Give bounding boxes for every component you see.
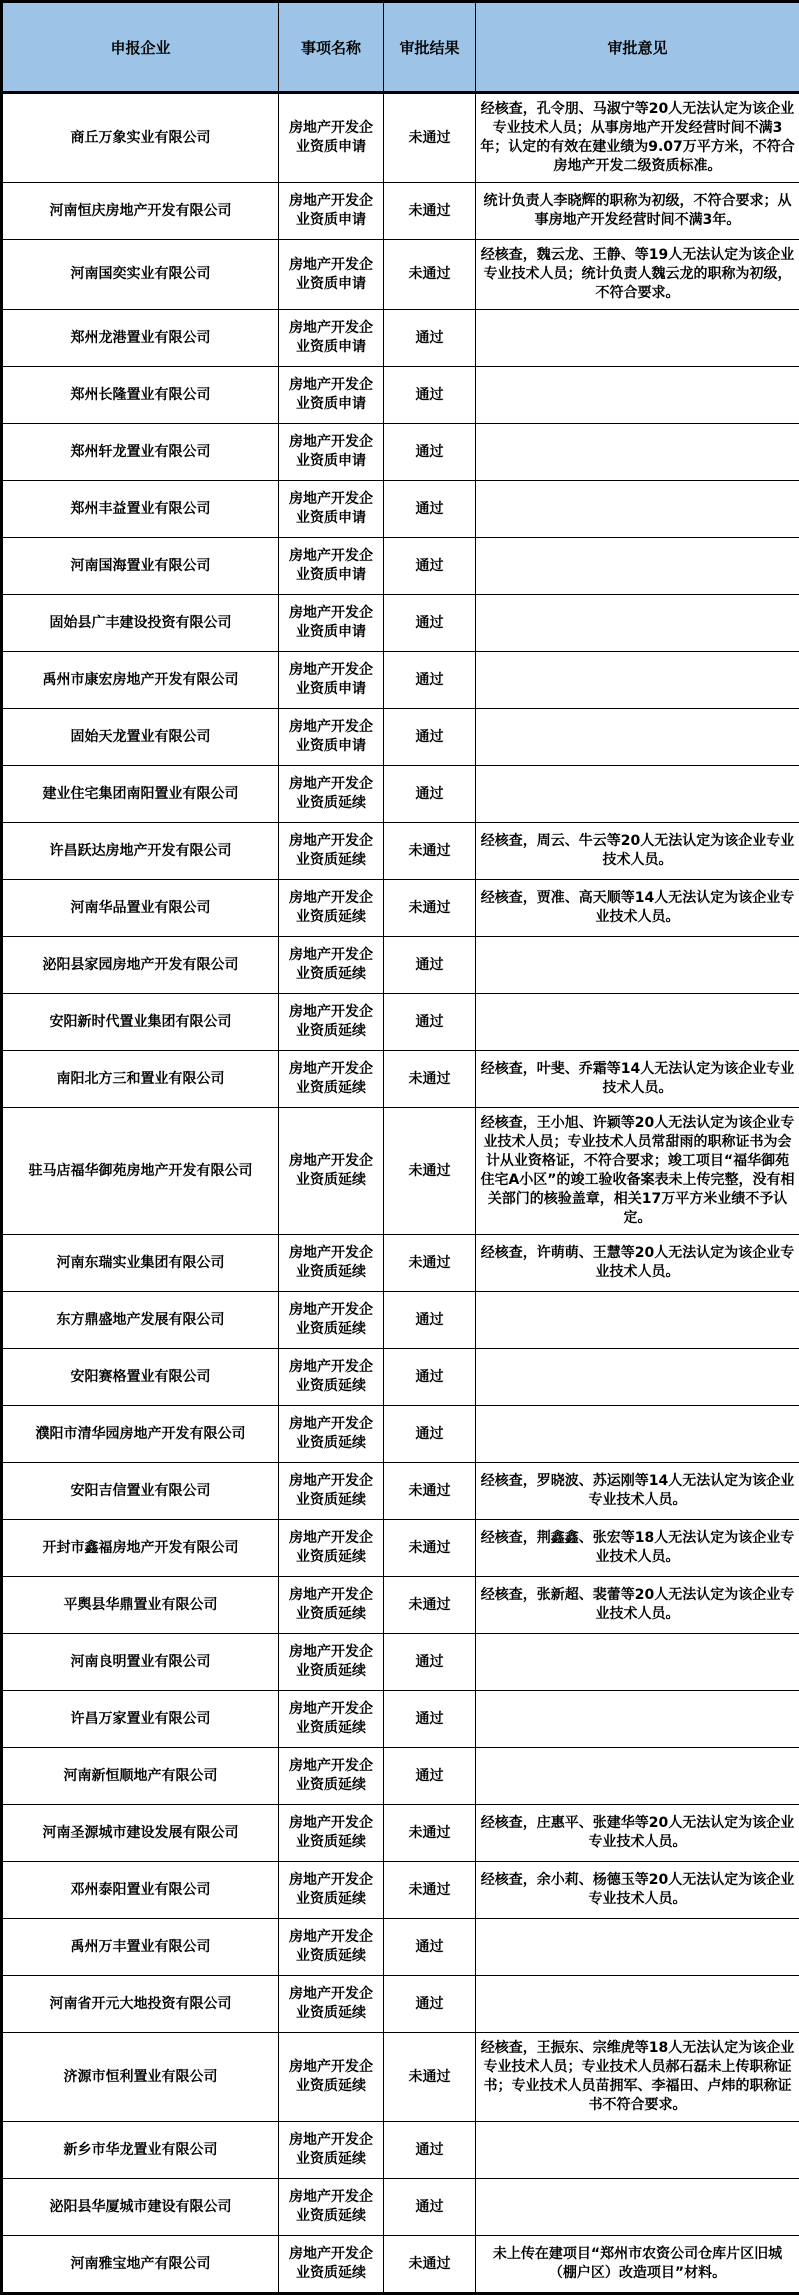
result-cell: 通过: [384, 1691, 476, 1748]
item-cell: 房地产开发企业资质延续: [279, 1108, 384, 1235]
table-row: [2, 1862, 799, 1919]
result-cell: 未通过: [384, 240, 476, 310]
item-cell: 房地产开发企业资质延续: [279, 1805, 384, 1862]
result-cell: 通过: [384, 367, 476, 424]
item-cell: 房地产开发企业资质延续: [279, 1634, 384, 1691]
opinion-cell: [476, 424, 799, 481]
item-cell: 房地产开发企业资质延续: [279, 1235, 384, 1292]
opinion-cell: [476, 481, 799, 538]
company-cell: 许昌万家置业有限公司: [2, 1691, 279, 1748]
company-cell: 南阳北方三和置业有限公司: [2, 1051, 279, 1108]
result-cell: 通过: [384, 595, 476, 652]
result-cell: 通过: [384, 1748, 476, 1805]
result-cell: 未通过: [384, 183, 476, 240]
table-row: [2, 1748, 799, 1805]
company-cell: 河南东瑞实业集团有限公司: [2, 1235, 279, 1292]
item-cell: 房地产开发企业资质延续: [279, 1463, 384, 1520]
item-cell: 房地产开发企业资质延续: [279, 880, 384, 937]
result-cell: 未通过: [384, 1463, 476, 1520]
company-cell: 河南恒庆房地产开发有限公司: [2, 183, 279, 240]
result-cell: 通过: [384, 937, 476, 994]
opinion-cell: [476, 538, 799, 595]
opinion-cell: 未上传在建项目“郑州市农资公司仓库片区旧城（棚户区）改造项目”材料。: [476, 2236, 799, 2294]
company-cell: 安阳新时代置业集团有限公司: [2, 994, 279, 1051]
table-row: [2, 538, 799, 595]
opinion-cell: [476, 595, 799, 652]
opinion-cell: [476, 1976, 799, 2033]
table-row: [2, 1108, 799, 1235]
result-cell: 通过: [384, 481, 476, 538]
opinion-cell: [476, 652, 799, 709]
opinion-cell: 经核查，叶斐、乔霜等14人无法认定为该企业专业技术人员。: [476, 1051, 799, 1108]
company-cell: 平舆县华鼎置业有限公司: [2, 1577, 279, 1634]
opinion-cell: [476, 1292, 799, 1349]
result-cell: 通过: [384, 424, 476, 481]
result-cell: 通过: [384, 652, 476, 709]
item-cell: 房地产开发企业资质延续: [279, 937, 384, 994]
result-cell: 未通过: [384, 2033, 476, 2122]
item-cell: 房地产开发企业资质延续: [279, 1577, 384, 1634]
result-cell: 通过: [384, 1349, 476, 1406]
table-row: [2, 1292, 799, 1349]
col-header-item: 事项名称: [279, 2, 384, 93]
item-cell: 房地产开发企业资质延续: [279, 2033, 384, 2122]
company-cell: 河南华品置业有限公司: [2, 880, 279, 937]
company-cell: 河南省开元大地投资有限公司: [2, 1976, 279, 2033]
table-row: [2, 1406, 799, 1463]
company-cell: 郑州龙港置业有限公司: [2, 310, 279, 367]
table-row: [2, 1051, 799, 1108]
item-cell: 房地产开发企业资质延续: [279, 1051, 384, 1108]
table-row: [2, 766, 799, 823]
company-cell: 邓州泰阳置业有限公司: [2, 1862, 279, 1919]
opinion-cell: 经核查，许萌萌、王慧等20人无法认定为该企业专业技术人员。: [476, 1235, 799, 1292]
result-cell: 未通过: [384, 1108, 476, 1235]
item-cell: 房地产开发企业资质延续: [279, 1292, 384, 1349]
item-cell: 房地产开发企业资质延续: [279, 1691, 384, 1748]
company-cell: 固始县广丰建设投资有限公司: [2, 595, 279, 652]
opinion-cell: 经核查，王小旭、许颖等20人无法认定为该企业专业技术人员；专业技术人员常甜雨的职称证书为会计从业资格证，不符合要求；竣工项目“福华御苑住宅A小区”的竣工验收备案表未上传完整，没有相关部门的核验盖章，相关17万平方米业绩不予认定。: [476, 1108, 799, 1235]
table-row: [2, 709, 799, 766]
company-cell: 驻马店福华御苑房地产开发有限公司: [2, 1108, 279, 1235]
table-row: [2, 1349, 799, 1406]
item-cell: 房地产开发企业资质申请: [279, 367, 384, 424]
table-row: [2, 1463, 799, 1520]
company-cell: 建业住宅集团南阳置业有限公司: [2, 766, 279, 823]
company-cell: 河南新恒顺地产有限公司: [2, 1748, 279, 1805]
company-cell: 郑州丰益置业有限公司: [2, 481, 279, 538]
result-cell: 通过: [384, 766, 476, 823]
company-cell: 濮阳市清华园房地产开发有限公司: [2, 1406, 279, 1463]
table-row: [2, 2236, 799, 2294]
company-cell: 泌阳县家园房地产开发有限公司: [2, 937, 279, 994]
table-row: [2, 1235, 799, 1292]
table-row: [2, 1520, 799, 1577]
item-cell: 房地产开发企业资质延续: [279, 1919, 384, 1976]
company-cell: 东方鼎盛地产发展有限公司: [2, 1292, 279, 1349]
opinion-cell: [476, 1919, 799, 1976]
item-cell: 房地产开发企业资质申请: [279, 709, 384, 766]
opinion-cell: 经核查，孔令朋、马淑宁等20人无法认定为该企业专业技术人员；从事房地产开发经营时间不满3年；认定的有效在建业绩为9.07万平方米，不符合房地产开发二级资质标准。: [476, 93, 799, 183]
table-row: [2, 652, 799, 709]
opinion-cell: [476, 367, 799, 424]
company-cell: 安阳赛格置业有限公司: [2, 1349, 279, 1406]
company-cell: 郑州轩龙置业有限公司: [2, 424, 279, 481]
table-body: [2, 93, 799, 2294]
item-cell: 房地产开发企业资质延续: [279, 994, 384, 1051]
table-row: [2, 481, 799, 538]
company-cell: 禹州万丰置业有限公司: [2, 1919, 279, 1976]
opinion-cell: [476, 1406, 799, 1463]
item-cell: 房地产开发企业资质延续: [279, 1349, 384, 1406]
opinion-cell: 经核查，庄惠平、张建华等20人无法认定为该企业专业技术人员。: [476, 1805, 799, 1862]
table-row: [2, 2033, 799, 2122]
result-cell: 未通过: [384, 1862, 476, 1919]
table-row: [2, 2179, 799, 2236]
table-row: [2, 880, 799, 937]
table-row: [2, 183, 799, 240]
result-cell: 通过: [384, 1634, 476, 1691]
company-cell: 泌阳县华厦城市建设有限公司: [2, 2179, 279, 2236]
item-cell: 房地产开发企业资质申请: [279, 538, 384, 595]
table-row: [2, 937, 799, 994]
item-cell: 房地产开发企业资质延续: [279, 1976, 384, 2033]
company-cell: 商丘万象实业有限公司: [2, 93, 279, 183]
table-header-row: [2, 2, 799, 93]
result-cell: 未通过: [384, 880, 476, 937]
item-cell: 房地产开发企业资质申请: [279, 93, 384, 183]
company-cell: 许昌跃达房地产开发有限公司: [2, 823, 279, 880]
item-cell: 房地产开发企业资质延续: [279, 2122, 384, 2179]
company-cell: 安阳吉信置业有限公司: [2, 1463, 279, 1520]
result-cell: 通过: [384, 2122, 476, 2179]
col-header-result: 审批结果: [384, 2, 476, 93]
opinion-cell: 经核查，王振东、宗维虎等18人无法认定为该企业专业技术人员；专业技术人员郝石磊未上传职称证书；专业技术人员苗拥军、李福田、卢炜的职称证书不符合要求。: [476, 2033, 799, 2122]
result-cell: 通过: [384, 1406, 476, 1463]
table-row: [2, 2122, 799, 2179]
item-cell: 房地产开发企业资质申请: [279, 481, 384, 538]
opinion-cell: 经核查，周云、牛云等20人无法认定为该企业专业技术人员。: [476, 823, 799, 880]
opinion-cell: [476, 1349, 799, 1406]
col-header-opinion: 审批意见: [476, 2, 799, 93]
item-cell: 房地产开发企业资质延续: [279, 1748, 384, 1805]
item-cell: 房地产开发企业资质延续: [279, 766, 384, 823]
item-cell: 房地产开发企业资质申请: [279, 310, 384, 367]
company-cell: 河南良明置业有限公司: [2, 1634, 279, 1691]
opinion-cell: 经核查，贾准、高天顺等14人无法认定为该企业专业技术人员。: [476, 880, 799, 937]
item-cell: 房地产开发企业资质申请: [279, 183, 384, 240]
company-cell: 禹州市康宏房地产开发有限公司: [2, 652, 279, 709]
item-cell: 房地产开发企业资质延续: [279, 1862, 384, 1919]
result-cell: 未通过: [384, 1520, 476, 1577]
item-cell: 房地产开发企业资质延续: [279, 2236, 384, 2294]
opinion-cell: [476, 994, 799, 1051]
table-row: [2, 240, 799, 310]
item-cell: 房地产开发企业资质延续: [279, 823, 384, 880]
result-cell: 未通过: [384, 93, 476, 183]
opinion-cell: [476, 1748, 799, 1805]
table-row: [2, 823, 799, 880]
company-cell: 河南国海置业有限公司: [2, 538, 279, 595]
table-row: [2, 1577, 799, 1634]
result-cell: 未通过: [384, 1805, 476, 1862]
item-cell: 房地产开发企业资质申请: [279, 652, 384, 709]
company-cell: 固始天龙置业有限公司: [2, 709, 279, 766]
result-cell: 未通过: [384, 823, 476, 880]
item-cell: 房地产开发企业资质延续: [279, 2179, 384, 2236]
opinion-cell: 经核查，魏云龙、王静、等19人无法认定为该企业专业技术人员；统计负责人魏云龙的职称为初级，不符合要求。: [476, 240, 799, 310]
company-cell: 河南圣源城市建设发展有限公司: [2, 1805, 279, 1862]
item-cell: 房地产开发企业资质延续: [279, 1520, 384, 1577]
result-cell: 通过: [384, 538, 476, 595]
table-row: [2, 994, 799, 1051]
opinion-cell: [476, 709, 799, 766]
opinion-cell: [476, 937, 799, 994]
opinion-cell: [476, 2179, 799, 2236]
result-cell: 通过: [384, 1976, 476, 2033]
result-cell: 通过: [384, 310, 476, 367]
table-row: [2, 367, 799, 424]
result-cell: 通过: [384, 709, 476, 766]
result-cell: 未通过: [384, 1235, 476, 1292]
result-cell: 通过: [384, 1292, 476, 1349]
company-cell: 河南雅宝地产有限公司: [2, 2236, 279, 2294]
opinion-cell: [476, 2122, 799, 2179]
table-row: [2, 1634, 799, 1691]
company-cell: 郑州长隆置业有限公司: [2, 367, 279, 424]
result-cell: 未通过: [384, 1051, 476, 1108]
item-cell: 房地产开发企业资质申请: [279, 240, 384, 310]
opinion-cell: 经核查，荆鑫鑫、张宏等18人无法认定为该企业专业技术人员。: [476, 1520, 799, 1577]
result-cell: 通过: [384, 1919, 476, 1976]
item-cell: 房地产开发企业资质延续: [279, 1406, 384, 1463]
result-cell: 未通过: [384, 2236, 476, 2294]
opinion-cell: 经核查，余小莉、杨德玉等20人无法认定为该企业专业技术人员。: [476, 1862, 799, 1919]
opinion-cell: [476, 1634, 799, 1691]
opinion-cell: 经核查，罗晓波、苏运刚等14人无法认定为该企业专业技术人员。: [476, 1463, 799, 1520]
table-row: [2, 310, 799, 367]
table-row: [2, 1691, 799, 1748]
col-header-company: 申报企业: [2, 2, 279, 93]
opinion-cell: 统计负责人李晓辉的职称为初级，不符合要求；从事房地产开发经营时间不满3年。: [476, 183, 799, 240]
opinion-cell: [476, 310, 799, 367]
table-row: [2, 1805, 799, 1862]
company-cell: 新乡市华龙置业有限公司: [2, 2122, 279, 2179]
company-cell: 济源市恒利置业有限公司: [2, 2033, 279, 2122]
table-row: [2, 93, 799, 183]
table-row: [2, 1919, 799, 1976]
item-cell: 房地产开发企业资质申请: [279, 424, 384, 481]
company-cell: 开封市鑫福房地产开发有限公司: [2, 1520, 279, 1577]
result-cell: 未通过: [384, 1577, 476, 1634]
table-row: [2, 424, 799, 481]
result-cell: 通过: [384, 2179, 476, 2236]
opinion-cell: 经核查，张新超、裴蕾等20人无法认定为该企业专业技术人员。: [476, 1577, 799, 1634]
opinion-cell: [476, 766, 799, 823]
item-cell: 房地产开发企业资质申请: [279, 595, 384, 652]
company-cell: 河南国奕实业有限公司: [2, 240, 279, 310]
table-row: [2, 1976, 799, 2033]
opinion-cell: [476, 1691, 799, 1748]
result-cell: 通过: [384, 994, 476, 1051]
table-row: [2, 595, 799, 652]
